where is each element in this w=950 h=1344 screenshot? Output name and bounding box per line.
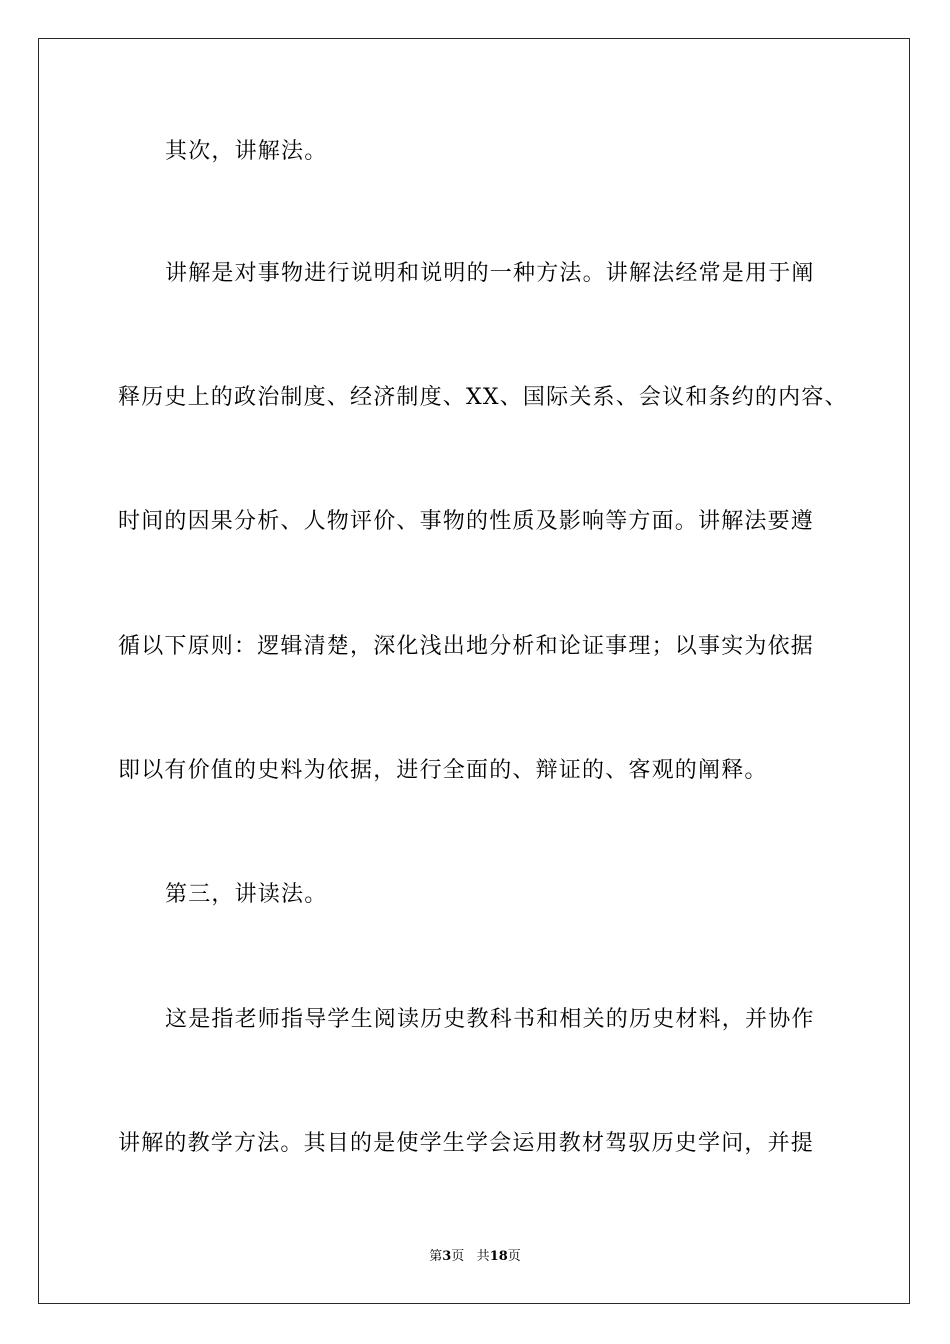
page-number: 3	[442, 1249, 452, 1264]
total-suffix: 页	[507, 1249, 521, 1264]
paragraph-line: 即以有价值的史料为依据，进行全面的、辩证的、客观的阐释。	[118, 758, 768, 783]
page-prefix: 第	[429, 1249, 443, 1264]
page-footer	[0, 1248, 950, 1266]
paragraph-heading-explanation: 其次，讲解法。	[165, 139, 328, 164]
paragraph-line: 这是指老师指导学生阅读历史教科书和相关的历史材料，并协作	[165, 1007, 815, 1032]
paragraph-heading-reading: 第三，讲读法。	[165, 882, 328, 907]
paragraph-line: 时间的因果分析、人物评价、事物的性质及影响等方面。讲解法要遵	[118, 509, 815, 534]
page-border	[38, 38, 910, 1304]
total-pages: 18	[489, 1249, 508, 1264]
paragraph-line: 讲解的教学方法。其目的是使学生学会运用教材驾驭历史学问，并提	[118, 1131, 815, 1156]
paragraph-line: 讲解是对事物进行说明和说明的一种方法。讲解法经常是用于阐	[165, 261, 815, 286]
paragraph-line: 循以下原则：逻辑清楚，深化浅出地分析和论证事理；以事实为依据	[118, 634, 815, 659]
page-suffix: 页	[451, 1249, 465, 1264]
paragraph-line: 释历史上的政治制度、经济制度、XX、国际关系、会议和条约的内容、	[118, 385, 848, 410]
total-prefix: 共	[476, 1249, 490, 1264]
